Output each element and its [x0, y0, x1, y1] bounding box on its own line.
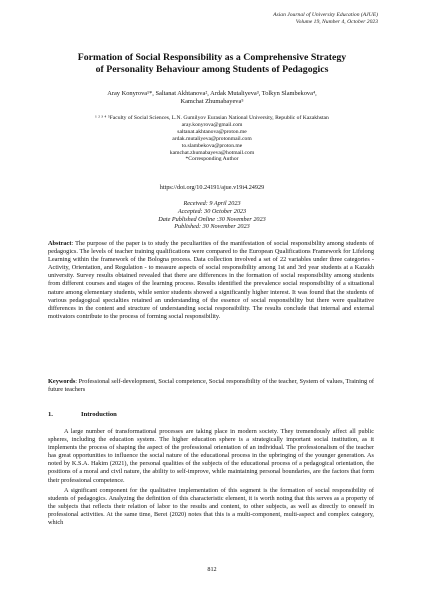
section-number: 1.	[48, 411, 53, 418]
page-number: 812	[207, 566, 217, 573]
date-published-online: Date Published Online :30 November 2023	[158, 215, 266, 223]
keywords-text: : Professional self-development, Social competence, Social responsibility of the teacher, System of values, Training of future teachers	[48, 378, 374, 394]
affiliation-block	[50, 115, 374, 163]
paper-title-line-2: of Personality Behaviour among Students of Pedagogics	[95, 64, 329, 75]
journal-volume: Volume 19, Number 4, October 2023	[295, 19, 378, 26]
email-3[interactable]: ardak.mutaliyeva@protonmail.com	[172, 135, 252, 142]
paper-title-line-1: Formation of Social Responsibility as a Comprehensive Strategy	[77, 52, 347, 63]
date-received: Received: 9 April 2023	[183, 200, 241, 207]
date-accepted: Accepted: 30 October 2023	[177, 207, 247, 215]
section-heading	[48, 411, 117, 418]
affiliation: ¹ ² ³ ⁴ ⁵Faculty of Social Sciences, L.N. Gumilyov Eurasian National University, Republic of Kazakhstan	[95, 115, 329, 121]
email-4[interactable]: to.slambekova@proton.me	[181, 142, 243, 149]
body-paragraph-1: A large number of transformational processes are taking place in modern society. They tremendously affect all public spheres, including the education system. The higher education sphere is a strategically important social institution, as it implements the process of shaping the aspect of the professional orientation of an individual. The professionalism of the teacher has great opportunities to influence the social nature of the educational process in the upbringing of the younger generation. As noted by K.S.A. Hakim (2021), the personal qualities of the subjects of the educational process of a pedagogical orientation, the positions of a moral and civil nature, the ability to self-improve, while maintaining personal boundaries, are the factors that form their professional competence.	[48, 428, 374, 484]
keywords	[48, 378, 374, 394]
publication-dates	[40, 200, 384, 231]
abstract-label: Abstract	[48, 240, 72, 247]
authors-line-2: Kamchat Zhumabayeva⁵	[180, 98, 244, 106]
body-paragraph-2: A significant component for the qualitative implementation of this segment is the formation of social responsibility of students of pedagogics. Analyzing the definition of this characteristic element, it is worth noting that this serves as a property of the subjects that reflects their relation of labor to the results and content, to other subjects, as well as directly to oneself in professional activities. At the same time, Berei (2020) notes that this is a multi-component, multi-aspect and complex category, which	[48, 486, 374, 527]
body-text	[48, 428, 374, 529]
journal-header	[273, 12, 378, 26]
date-published: Published: 30 November 2023	[174, 223, 250, 231]
authors-line-1: Aray Konyrova¹*, Saltanat Akhtanova², Ardak Mutaliyeva³, Tolkyn Slambekova⁴,	[107, 90, 317, 97]
abstract	[48, 240, 374, 321]
section-title: Introduction	[81, 411, 117, 418]
paper-title	[40, 52, 384, 76]
email-2[interactable]: saltanat.akhtanova@proton.me	[177, 128, 247, 135]
doi-link[interactable]: https://doi.org/10.24191/ajue.v19i4.24929	[159, 184, 265, 191]
abstract-text: : The purpose of the paper is to study the peculiarities of the manifestation of social responsibility among students of pedagogics. The levels of teacher training qualifications were compared to the European Qualifications Framework for Lifelong Learning within the framework of the Bologna process. Data collection involved a set of 22 variables under three categories - Activity, Orientation, and Regulation - to measure aspects of social responsibility among 1st and 3rd year students at a Kazakh university. Survey results obtained revealed that there are differences in the formation of social responsibility among students from different courses and stages of the learning process. Results identified the prevalence social responsibility of a situational nature among elementary students, while senior students showed a significantly higher interest. It was found that the students of various pedagogical specialties retained an understanding of the essence of social responsibility but there were qualitative differences in the content and structure of understanding social responsibility. The results conclude that internal and external motivators contribute to the process of forming social responsibility.	[48, 240, 374, 320]
corresponding-author-note: *Corresponding Author	[185, 156, 239, 163]
email-1[interactable]: aray.konyrova@gmail.com	[181, 121, 243, 128]
email-5[interactable]: kamchat.zhumabayeva@hotmail.com	[169, 149, 255, 156]
author-list	[60, 90, 364, 107]
journal-name: Asian Journal of University Education (AJUE)	[273, 12, 378, 18]
keywords-label: Keywords	[48, 378, 76, 385]
